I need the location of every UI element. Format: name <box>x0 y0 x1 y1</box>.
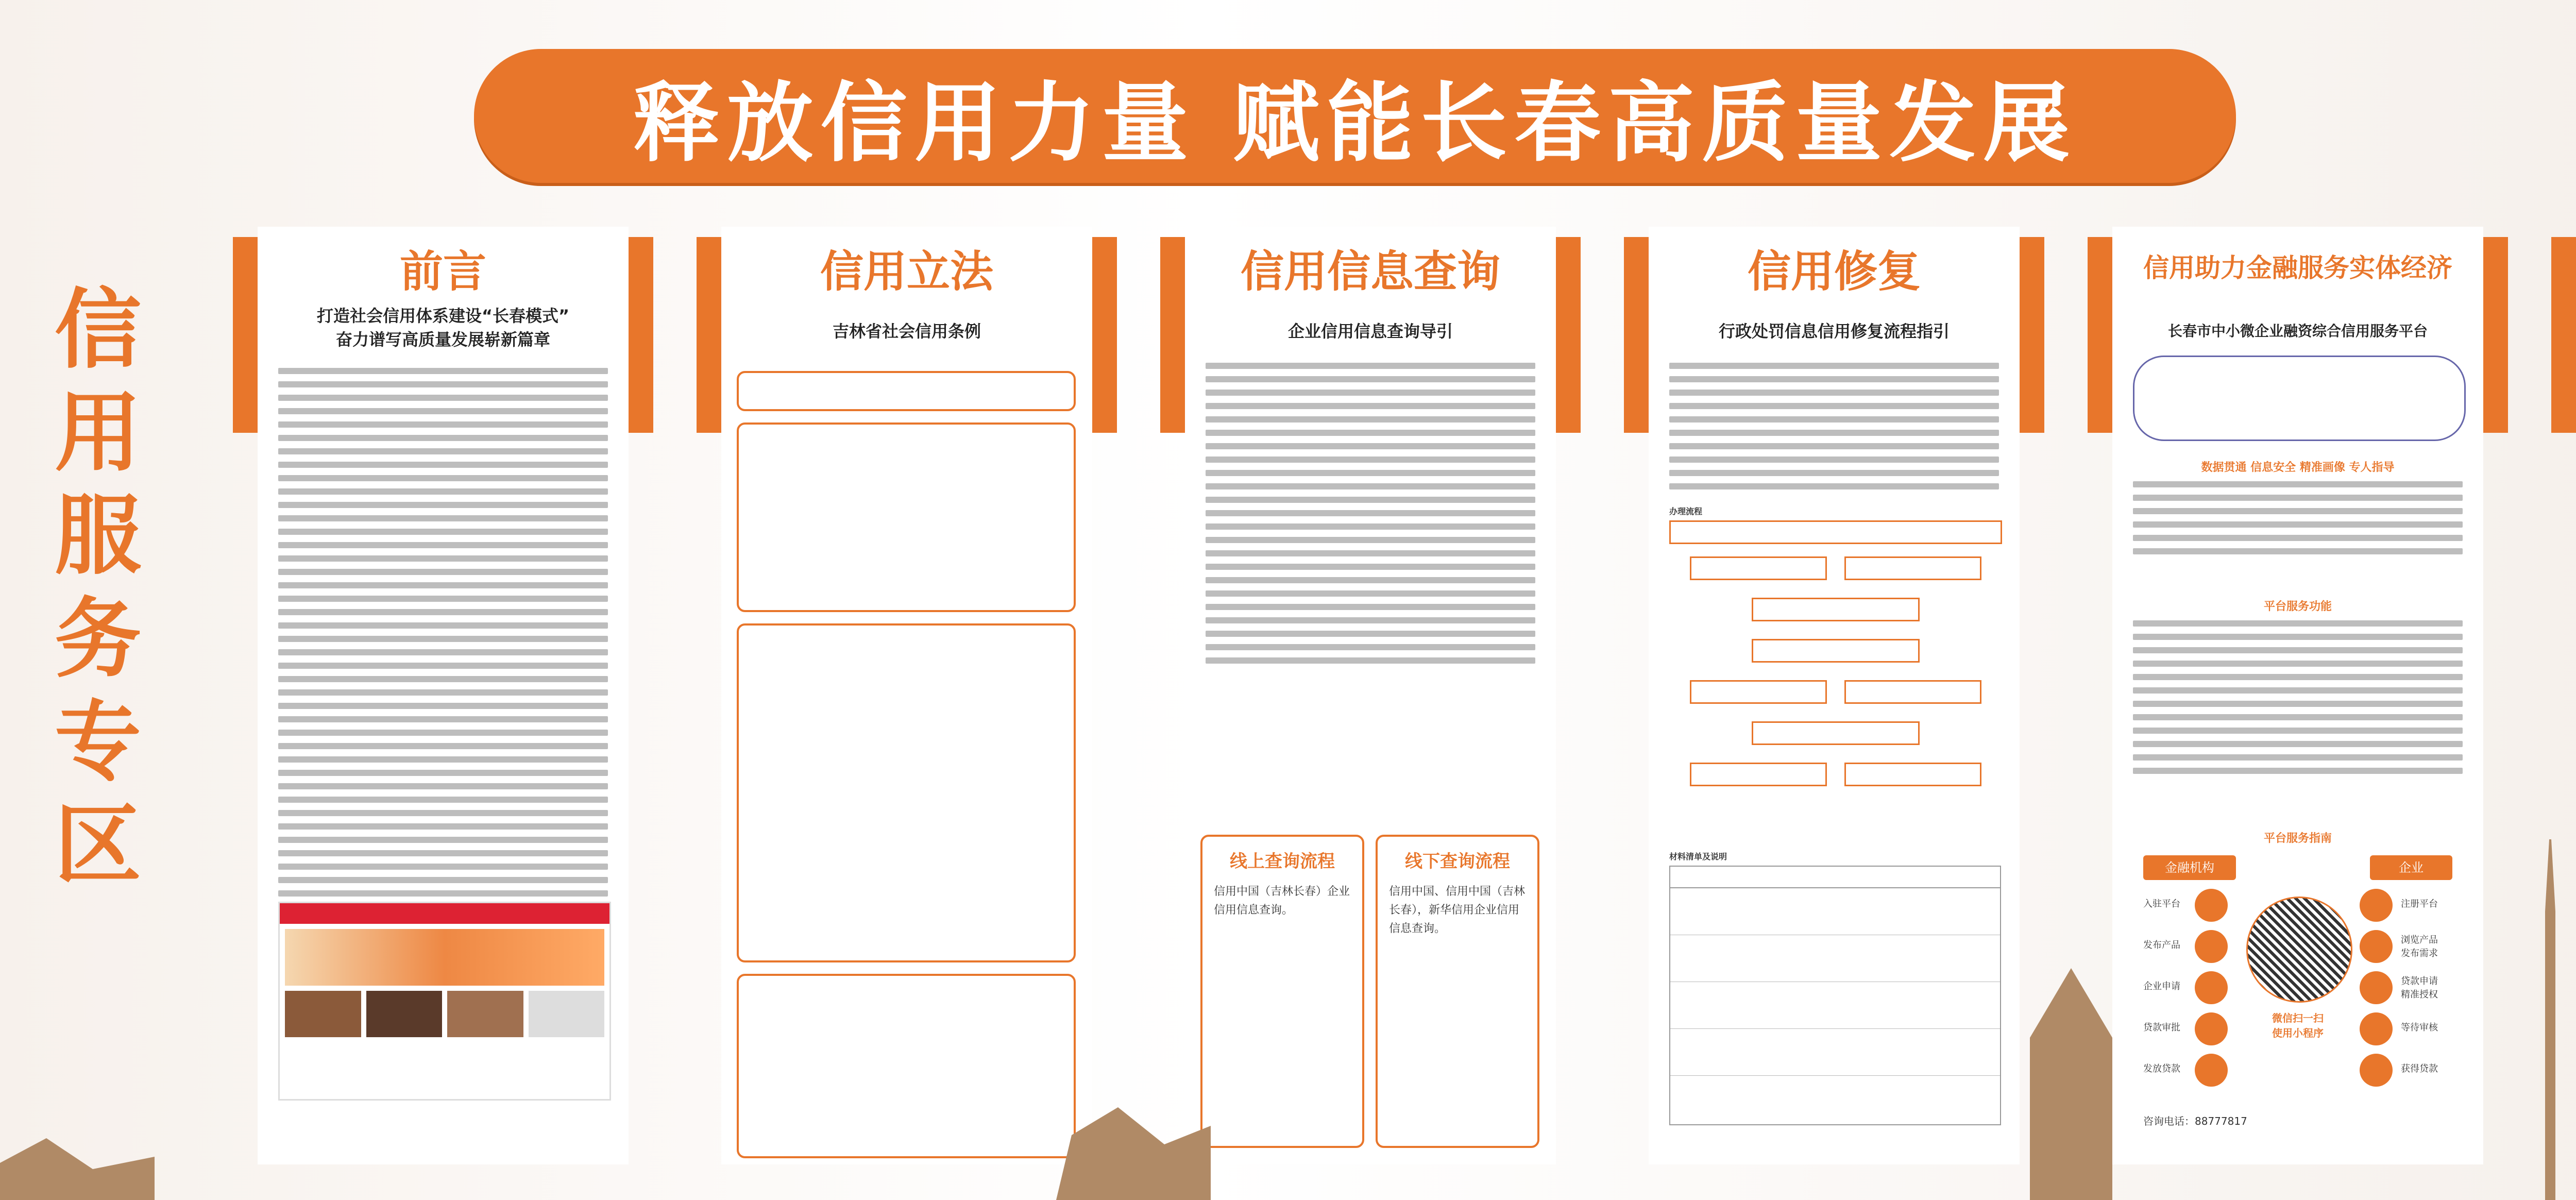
online-query-text: 信用中国（吉林长春）企业信用信息查询。 <box>1214 885 1350 917</box>
panel-accent-bar <box>233 237 258 433</box>
process-icon <box>2195 930 2228 963</box>
left-step: 发布产品 <box>2143 940 2180 951</box>
process-icon <box>2195 1012 2228 1045</box>
vertical-char: 区 <box>55 795 141 895</box>
left-step: 发放贷款 <box>2143 1063 2180 1074</box>
vertical-char: 务 <box>55 588 141 689</box>
panel-finance-service <box>2112 227 2483 1164</box>
panel-credit-query <box>1185 227 1556 1164</box>
info-box <box>737 974 1076 1158</box>
flow-step <box>1844 680 1981 704</box>
vertical-char: 用 <box>55 382 141 483</box>
flow-step <box>1752 639 1920 663</box>
main-title: 释放信用力量 赋能长春高质量发展 <box>633 72 2077 174</box>
financial-institution-label: 金融机构 <box>2143 855 2236 880</box>
process-icon <box>2195 971 2228 1004</box>
flow-step <box>1669 520 2002 544</box>
panel-accent-bar <box>2551 237 2576 433</box>
process-icon <box>2360 1012 2393 1045</box>
body-text-block <box>2133 613 2463 781</box>
vertical-char: 服 <box>55 485 141 586</box>
offline-query-title: 线下查询流程 <box>1405 851 1510 872</box>
panel-heading: 信用修复 <box>1747 246 1921 297</box>
body-text-block <box>278 361 608 984</box>
right-step: 获得贷款 <box>2401 1063 2438 1074</box>
intro-box <box>2133 356 2466 441</box>
vertical-char: 信 <box>55 279 141 380</box>
website-screenshot-image <box>278 902 611 1101</box>
panel-heading: 信用立法 <box>820 246 993 297</box>
flow-step <box>1690 763 1827 786</box>
panel-credit-repair <box>1649 227 2020 1164</box>
process-icon <box>2360 971 2393 1004</box>
info-box <box>737 422 1076 612</box>
section-heading: 平台服务指南 <box>2263 832 2332 845</box>
info-box <box>737 623 1076 962</box>
panel-accent-bar <box>2020 237 2044 433</box>
panel-accent-bar <box>1092 237 1117 433</box>
right-step: 等待审核 <box>2401 1022 2438 1033</box>
panel-subtitle: 行政处罚信息信用修复流程指引 <box>1718 322 1950 341</box>
right-step: 注册平台 <box>2401 899 2438 909</box>
left-step: 企业申请 <box>2143 981 2180 992</box>
panel-accent-bar <box>697 237 721 433</box>
online-query-title: 线上查询流程 <box>1230 851 1335 872</box>
online-query-box <box>1200 835 1364 1148</box>
panel-legislation <box>721 227 1092 1164</box>
materials-table <box>1669 866 2001 1125</box>
process-icon <box>2195 1054 2228 1087</box>
process-icon <box>2360 930 2393 963</box>
qr-caption: 微信扫一扫 使用小程序 <box>2272 1012 2324 1039</box>
main-title-banner <box>474 49 2236 183</box>
section-heading: 数据贯通 信息安全 精准画像 专人指导 <box>2201 461 2395 474</box>
panel-subtitle: 吉林省社会信用条例 <box>832 322 981 341</box>
panel-accent-bar <box>1160 237 1185 433</box>
body-text-block <box>1206 356 1535 671</box>
panel-heading: 信用信息查询 <box>1240 246 1500 297</box>
process-icon <box>2195 889 2228 922</box>
vertical-title <box>52 278 144 897</box>
panel-subtitle: 打造社会信用体系建设“长春模式” 奋力谱写高质量发展崭新篇章 <box>316 306 570 349</box>
left-step: 贷款审批 <box>2143 1022 2180 1033</box>
right-step: 贷款申请 精准授权 <box>2401 976 2438 1000</box>
materials-label: 材料清单及说明 <box>1669 852 1727 861</box>
panel-accent-bar <box>1624 237 1649 433</box>
panel-accent-bar <box>2483 237 2508 433</box>
flow-step <box>1844 763 1981 786</box>
process-icon <box>2360 1054 2393 1087</box>
flow-step <box>1844 556 1981 580</box>
enterprise-label: 企业 <box>2370 855 2452 880</box>
panel-preface <box>258 227 629 1164</box>
panel-subtitle: 长春市中小微企业融资综合信用服务平台 <box>2167 323 2428 340</box>
section-heading: 平台服务功能 <box>2263 600 2332 613</box>
left-step: 入驻平台 <box>2143 899 2180 909</box>
panel-heading: 前言 <box>399 246 486 297</box>
panel-heading: 信用助力金融服务实体经济 <box>2143 253 2452 283</box>
flow-step <box>1752 721 1920 745</box>
panel-subtitle: 企业信用信息查询导引 <box>1287 322 1453 341</box>
right-step: 浏览产品 发布需求 <box>2401 935 2438 959</box>
flow-step <box>1752 598 1920 621</box>
panel-accent-bar <box>2088 237 2112 433</box>
info-box <box>737 371 1076 411</box>
panel-accent-bar <box>629 237 653 433</box>
flow-step <box>1690 556 1827 580</box>
flow-step <box>1690 680 1827 704</box>
hotline: 咨询电话：88777817 <box>2143 1115 2247 1127</box>
qr-code-icon <box>2246 897 2352 1003</box>
process-icon <box>2360 889 2393 922</box>
panel-accent-bar <box>1556 237 1581 433</box>
body-text-block <box>1669 356 1999 497</box>
offline-query-box <box>1376 835 1539 1148</box>
body-text-block <box>2133 474 2463 562</box>
vertical-char: 专 <box>55 691 141 792</box>
flow-label: 办理流程 <box>1669 506 1703 516</box>
offline-query-text: 信用中国、信用中国（吉林长春），新华信用企业信用信息查询。 <box>1389 885 1526 935</box>
